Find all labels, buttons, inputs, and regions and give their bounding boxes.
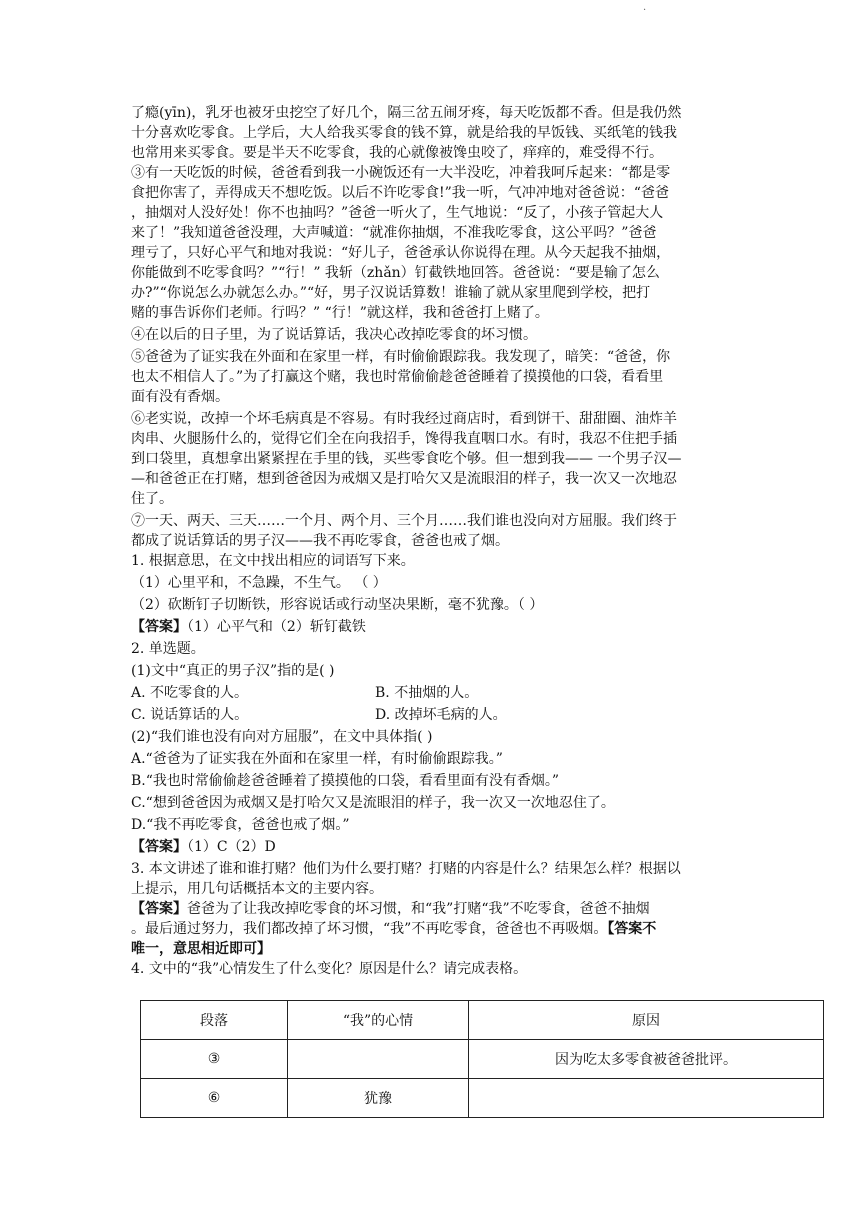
passage-line: 来了！”我知道爸爸没理，大声喊道：“就准你抽烟，不准我吃零食，这公平吗？”爸爸 — [131, 225, 657, 241]
question-item: （1）心里平和，不急躁，不生气。 （ ） — [131, 575, 387, 591]
table-cell-blank[interactable] — [288, 1040, 469, 1079]
answer-line — [131, 617, 831, 637]
passage-line: 赌的事告诉你们老师。行吗？” “行！”就这样，我和爸爸打上赌了。 — [131, 305, 549, 321]
question-stem: 1. 根据意思，在文中找出相应的词语写下来。 — [131, 553, 415, 569]
emotion-table — [140, 1000, 824, 1118]
option-c: C.“想到爸爸因为戒烟又是打哈欠又是流眼泪的样子，我一次又一次地忍住了。 — [131, 795, 615, 811]
passage-line: 十分喜欢吃零食。上学后，大人给我买零食的钱不算，就是给我的早饭钱、买纸笔的钱我 — [131, 125, 677, 141]
question-1 — [131, 551, 831, 637]
option-c: C. 说话算话的人。 — [131, 707, 249, 723]
passage-line: 住了。 — [131, 491, 173, 507]
question-stem: 2. 单选题。 — [131, 641, 205, 657]
question-3 — [131, 859, 831, 959]
sub-question: (1)文中“真正的男子汉”指的是( ) — [131, 663, 335, 679]
answer-label: 【答案】 — [131, 901, 187, 917]
table-header-row — [141, 1001, 824, 1040]
answer-line — [131, 899, 831, 919]
option-a: A. 不吃零食的人。 — [131, 685, 249, 701]
table-cell: ③ — [141, 1040, 288, 1079]
passage-line: 肉串、火腿肠什么的，觉得它们全在向我招手，馋得我直咽口水。有时，我忍不住把手插 — [131, 431, 677, 447]
answer-label: 【答案】 — [131, 619, 187, 635]
passage-line: 理亏了，只好心平气和地对我说：“好儿子，爸爸承认你说得在理。从今天起我不抽烟， — [131, 245, 671, 261]
table-header-cell: 段落 — [141, 1001, 288, 1040]
passage-line: 到口袋里，真想拿出紧紧捏在手里的钱，买些零食吃个够。但一想到我—— 一个男子汉— — [131, 451, 682, 467]
passage-line: 都成了说话算话的男子汉——我不再吃零食，爸爸也戒了烟。 — [131, 533, 509, 549]
table-row — [141, 1079, 824, 1118]
option-a: A.“爸爸为了证实我在外面和在家里一样，有时偷偷跟踪我。” — [131, 751, 503, 767]
passage-line: 面有没有香烟。 — [131, 389, 229, 405]
table-row — [141, 1040, 824, 1079]
option-b: B. 不抽烟的人。 — [375, 685, 479, 701]
document-body — [131, 103, 831, 979]
answer-line — [131, 837, 831, 857]
answer-note: 【答案不 — [607, 921, 657, 937]
table-cell-blank[interactable] — [469, 1079, 824, 1118]
option-row — [131, 705, 831, 725]
passage-line: ③有一天吃饭的时候，爸爸看到我一小碗饭还有一大半没吃，冲着我呵斥起来：“都是零 — [131, 165, 671, 181]
question-2 — [131, 639, 831, 857]
page-dot: · — [643, 5, 647, 16]
answer-text: 。最后通过努力，我们都改掉了坏习惯，“我”不再吃零食，爸爸也不再吸烟。 — [131, 921, 608, 937]
answer-label: 【答案】 — [131, 839, 187, 855]
passage-line: ⑥老实说，改掉一个坏毛病真是不容易。有时我经过商店时，看到饼干、甜甜圈、油炸羊 — [131, 411, 677, 427]
passage-line: ⑦一天、两天、三天……一个月、两个月、三个月……我们谁也没向对方屈服。我们终于 — [131, 513, 677, 529]
table-header-cell: “我”的心情 — [288, 1001, 469, 1040]
passage-line: —和爸爸正在打赌，想到爸爸因为戒烟又是打哈欠又是流眼泪的样子，我一次又一次地忍 — [131, 471, 677, 487]
option-b: B.“我也时常偷偷趁爸爸睡着了摸摸他的口袋，看看里面有没有香烟。” — [131, 773, 560, 789]
passage-line: ④在以后的日子里，为了说话算话，我决心改掉吃零食的坏习惯。 — [131, 327, 537, 343]
answer-text: （1）心平气和（2）斩钉截铁 — [187, 619, 366, 635]
answer-text: （1）C（2）D — [187, 839, 276, 855]
option-row — [131, 683, 831, 703]
passage-line: ，抽烟对人没好处！你不也抽吗？”爸爸一听火了，生气地说：“反了，小孩子管起大人 — [131, 205, 664, 221]
question-stem: 3. 本文讲述了谁和谁打赌？他们为什么要打赌？打赌的内容是什么？结果怎么样？根据以 — [131, 861, 681, 877]
question-stem: 4. 文中的“我”心情发生了什么变化？原因是什么？请完成表格。 — [131, 961, 528, 977]
passage-line: 食把你害了，弄得成天不想吃饭。以后不许吃零食!”我一听，气冲冲地对爸爸说：“爸爸 — [131, 185, 669, 201]
answer-note: 唯一，意思相近即可】 — [131, 941, 271, 957]
option-d: D.“我不再吃零食，爸爸也戒了烟。” — [131, 817, 350, 833]
passage — [131, 103, 831, 551]
passage-line: ⑤爸爸为了证实我在外面和在家里一样，有时偷偷跟踪我。我发现了，暗笑：“爸爸，你 — [131, 349, 671, 365]
passage-line: 也常用来买零食。要是半天不吃零食，我的心就像被馋虫咬了，痒痒的，难受得不行。 — [131, 145, 663, 161]
passage-line: 你能做到不吃零食吗？”“行！” 我斩（zhǎn）钉截铁地回答。爸爸说：“要是输了怎么 — [131, 265, 660, 281]
question-item: （2）砍断钉子切断铁，形容说话或行动坚决果断，毫不犹豫。（ ） — [131, 597, 544, 613]
option-d: D. 改掉坏毛病的人。 — [375, 707, 507, 723]
answer-line — [131, 919, 831, 939]
question-4 — [131, 959, 831, 979]
passage-line: 办?”“你说怎么办就怎么办。”“好，男子汉说话算数！谁输了就从家里爬到学校，把打 — [131, 285, 651, 301]
question-stem: 上提示，用几句话概括本文的主要内容。 — [131, 881, 383, 897]
table-cell: ⑥ — [141, 1079, 288, 1118]
passage-line: 也太不相信人了。”为了打赢这个赌，我也时常偷偷趁爸爸睡着了摸摸他的口袋，看看里 — [131, 369, 664, 385]
answer-text: 爸爸为了让我改掉吃零食的坏习惯，和“我”打赌“我”不吃零食，爸爸不抽烟 — [187, 901, 650, 917]
table-header-cell: 原因 — [469, 1001, 824, 1040]
sub-question: (2)“我们谁也没有向对方屈服”，在文中具体指( ) — [131, 729, 433, 745]
table-cell: 犹豫 — [288, 1079, 469, 1118]
table-cell: 因为吃太多零食被爸爸批评。 — [469, 1040, 824, 1079]
passage-line: 了瘾(yīn)，乳牙也被牙虫挖空了好几个，隔三岔五闹牙疼，每天吃饭都不香。但是我仍然 — [131, 105, 682, 121]
